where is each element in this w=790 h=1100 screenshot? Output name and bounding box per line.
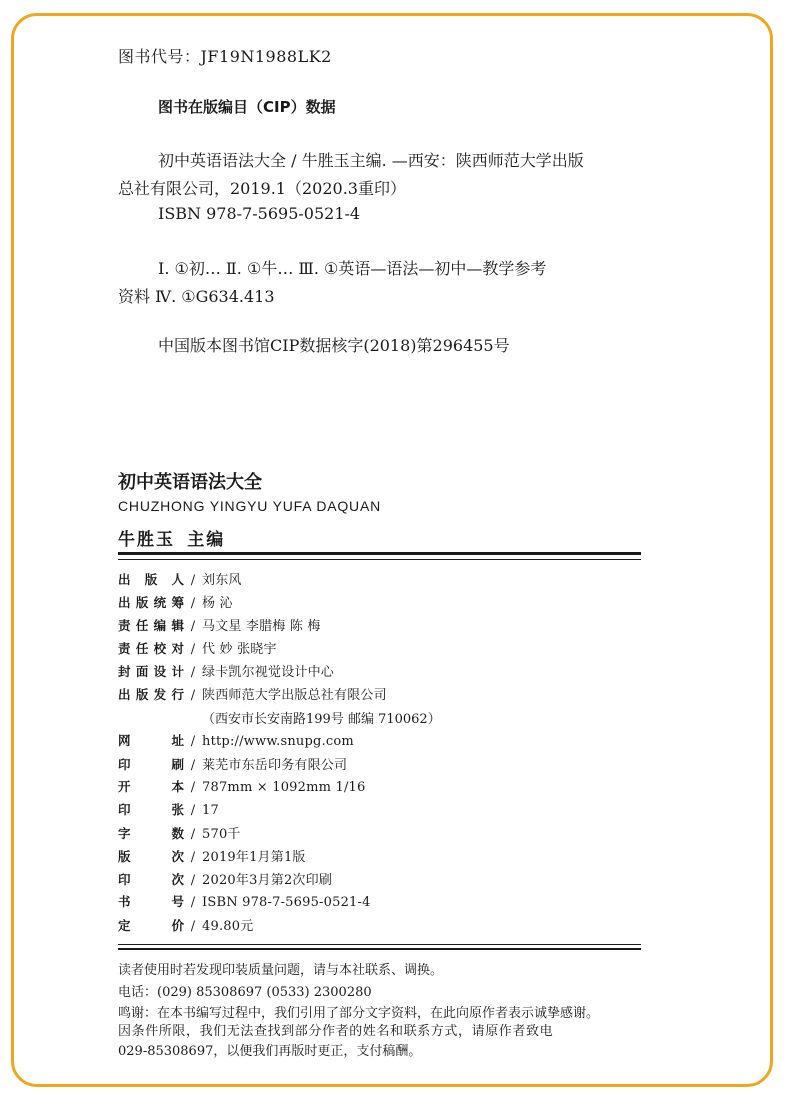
info-row xyxy=(118,777,641,800)
cip-isbn: ISBN 978-7-5695-0521-4 xyxy=(158,204,361,223)
info-value: 莱芜市东岳印务有限公司 xyxy=(202,757,348,773)
info-separator: / xyxy=(190,573,196,588)
info-label-char: 刷 xyxy=(171,756,184,772)
info-value: 杨 沁 xyxy=(202,596,233,612)
info-label xyxy=(118,662,184,680)
info-label xyxy=(118,824,184,842)
info-row xyxy=(118,800,641,823)
divider-thick xyxy=(118,552,641,555)
info-group-specs xyxy=(118,731,641,939)
info-label-char: 辑 xyxy=(171,618,184,634)
info-label-char: 印 xyxy=(118,872,131,888)
book-code: 图书代号：JF19N1988LK2 xyxy=(118,47,332,66)
info-row xyxy=(118,661,641,684)
info-label xyxy=(118,685,184,703)
info-label-char: 责 xyxy=(118,618,131,634)
info-label-char: 统 xyxy=(153,595,167,611)
info-label xyxy=(118,870,184,888)
info-row xyxy=(118,846,641,869)
info-row xyxy=(118,684,641,707)
info-separator: / xyxy=(190,642,196,658)
info-label-char: 筹 xyxy=(171,595,184,611)
info-row xyxy=(118,615,641,638)
info-separator: / xyxy=(190,619,196,635)
footer-acknowledgement: 鸣谢：在本书编写过程中，我们引用了部分文字资料，在此向原作者表示诚挚感谢。 xyxy=(118,1006,600,1021)
info-value: ISBN 978-7-5695-0521-4 xyxy=(202,895,371,911)
info-label xyxy=(118,639,184,657)
info-row xyxy=(118,569,641,592)
info-label-char: 次 xyxy=(171,872,184,888)
footer-phone: 电话：(029) 85308697 (0533) 2300280 xyxy=(118,985,372,1000)
info-label xyxy=(118,777,184,795)
info-separator: / xyxy=(190,802,196,818)
info-label-char: 数 xyxy=(171,826,184,842)
info-label-char: 责 xyxy=(118,641,131,657)
info-label-char: 址 xyxy=(171,732,184,748)
cip-heading: 图书在版编目（CIP）数据 xyxy=(158,98,336,116)
cip-classification-1: Ⅰ. ①初… Ⅱ. ①牛… Ⅲ. ①英语—语法—初中—教学参考 xyxy=(158,259,547,278)
info-label-char: 书 xyxy=(118,894,131,910)
cip-line-2: 总社有限公司，2019.1（2020.3重印） xyxy=(118,179,406,198)
info-label-char: 计 xyxy=(171,664,184,680)
info-separator: / xyxy=(190,895,196,911)
cip-line-1: 初中英语语法大全 / 牛胜玉主编. —西安：陕西师范大学出版 xyxy=(158,151,584,170)
info-label-char: 设 xyxy=(153,664,167,680)
info-label xyxy=(118,916,184,934)
info-separator: / xyxy=(190,779,196,795)
info-value: 787mm × 1092mm 1/16 xyxy=(202,779,366,795)
info-label-char: 印 xyxy=(118,801,131,817)
info-row xyxy=(118,823,641,846)
info-label-char: 编 xyxy=(153,618,167,634)
info-row xyxy=(118,915,641,938)
info-label-char: 号 xyxy=(171,894,184,910)
info-separator: / xyxy=(190,596,196,612)
info-label-char: 任 xyxy=(135,641,149,657)
divider-thin xyxy=(118,559,641,560)
info-separator: / xyxy=(190,919,196,935)
info-group-staff xyxy=(118,569,641,708)
info-value: 570千 xyxy=(202,827,241,843)
info-value: 绿卡凯尔视觉设计中心 xyxy=(202,665,335,681)
info-separator: / xyxy=(190,733,196,749)
info-label-char: 网 xyxy=(118,732,131,748)
info-row xyxy=(118,892,641,915)
info-label-char: 封 xyxy=(118,664,131,680)
footer-contact: 029-85308697，以便我们再版时更正，支付稿酬。 xyxy=(118,1044,422,1059)
info-row xyxy=(118,731,641,754)
info-label-char: 人 xyxy=(171,572,184,587)
info-label-char: 版 xyxy=(144,572,158,587)
cip-classification-2: 资料 Ⅳ. ①G634.413 xyxy=(118,287,275,306)
divider-footer-top xyxy=(118,944,641,945)
info-label-char: 任 xyxy=(135,618,149,634)
info-separator: / xyxy=(190,665,196,681)
info-label xyxy=(118,593,184,611)
info-value: 17 xyxy=(202,802,219,818)
info-value: 2020年3月第2次印刷 xyxy=(202,873,333,889)
info-label-char: 发 xyxy=(153,687,167,703)
info-separator: / xyxy=(190,850,196,866)
info-value: 陕西师范大学出版总社有限公司 xyxy=(202,688,387,704)
info-separator: / xyxy=(190,688,196,704)
book-editor: 牛胜玉 主编 xyxy=(118,530,226,550)
info-label-char: 面 xyxy=(135,664,149,680)
info-label xyxy=(118,616,184,634)
info-label-char: 张 xyxy=(171,801,184,817)
info-value: 马文星 李腊梅 陈 梅 xyxy=(202,619,321,635)
footer-author-notice: 因条件所限，我们无法查找到部分作者的姓名和联系方式，请原作者致电 xyxy=(118,1024,554,1039)
info-label xyxy=(118,800,184,818)
info-separator: / xyxy=(190,827,196,843)
info-label-char: 次 xyxy=(171,849,184,865)
book-title: 初中英语语法大全 xyxy=(118,472,262,493)
info-row xyxy=(118,754,641,777)
info-label-char: 对 xyxy=(171,641,184,657)
info-separator: / xyxy=(190,873,196,889)
info-value: 刘东风 xyxy=(202,573,242,588)
info-label-char: 出 xyxy=(118,572,131,587)
footer-quality-notice: 读者使用时若发现印装质量问题，请与本社联系、调换。 xyxy=(118,963,444,978)
info-label xyxy=(118,847,184,865)
info-label-char: 版 xyxy=(135,687,149,703)
info-label-char: 字 xyxy=(118,826,131,842)
info-row-address xyxy=(118,708,641,731)
info-value: 49.80元 xyxy=(202,919,254,935)
info-label-char: 出 xyxy=(118,595,131,611)
publication-info-table xyxy=(118,569,641,939)
info-label-char: 本 xyxy=(171,778,184,794)
info-value: 代 妙 张晓宇 xyxy=(202,642,277,658)
info-label-char: 开 xyxy=(118,778,131,794)
publisher-address: （西安市长安南路199号 邮编 710062） xyxy=(202,711,441,727)
info-label-char: 版 xyxy=(118,849,131,865)
info-label-char: 定 xyxy=(118,918,131,934)
info-label-char: 出 xyxy=(118,687,131,703)
info-row xyxy=(118,638,641,661)
info-label xyxy=(118,570,184,588)
cip-record-number: 中国版本图书馆CIP数据核字(2018)第296455号 xyxy=(158,336,510,355)
info-label xyxy=(118,755,184,773)
info-label xyxy=(118,731,184,749)
info-separator: / xyxy=(190,757,196,773)
info-label-char: 校 xyxy=(153,641,167,657)
info-label-char: 价 xyxy=(171,918,184,934)
info-row xyxy=(118,869,641,892)
info-value: http://www.snupg.com xyxy=(202,733,354,749)
info-label xyxy=(118,892,184,910)
info-label-char: 印 xyxy=(118,756,131,772)
divider-footer-bottom xyxy=(118,948,641,950)
info-label-char: 行 xyxy=(171,687,184,703)
info-row xyxy=(118,592,641,615)
info-value: 2019年1月第1版 xyxy=(202,850,306,866)
book-title-pinyin: CHUZHONG YINGYU YUFA DAQUAN xyxy=(118,498,382,514)
info-label-char: 版 xyxy=(135,595,149,611)
